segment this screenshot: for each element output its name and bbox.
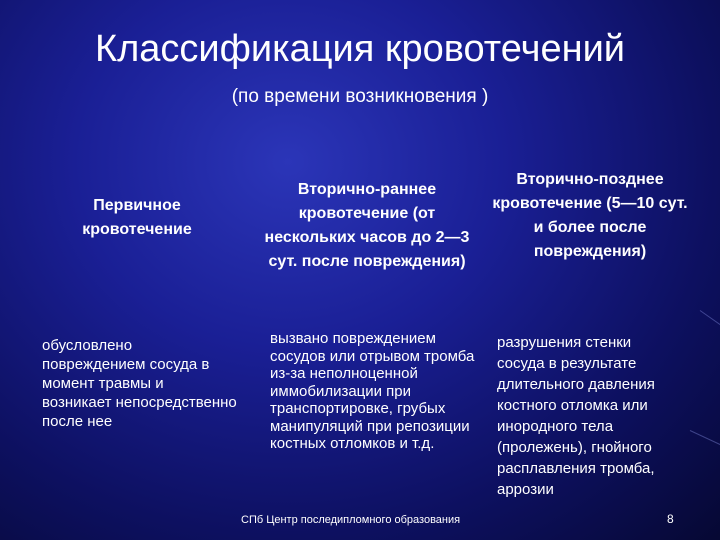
- page-number: 8: [667, 512, 674, 526]
- decorative-line: [700, 310, 720, 334]
- column-body-primary: обусловлено повреждением сосуда в момент травмы и возникает непосредственно после нее: [42, 337, 237, 430]
- slide-title: Классификация кровотечений: [94, 28, 626, 70]
- column-heading-primary: Первичное кровотечение: [82, 197, 192, 238]
- column-heading-secondary-late: Вторично-позднее кровотечение (5—10 сут. и более после повреждения): [492, 171, 688, 260]
- column-heading-secondary-early: Вторично-раннее кровотечение (от нескольких часов до 2—3 сут. после повреждения): [264, 181, 470, 270]
- footer-text: СПб Центр последипломного образования: [241, 514, 461, 526]
- slide-subtitle: (по времени возникновения ): [231, 86, 489, 107]
- column-body-secondary-late: разрушения стенки сосуда в результате длительного давления костного отломка или инородного тела (пролежень), гнойного расплавления тромба, аррозии: [497, 334, 655, 498]
- column-body-secondary-early: вызвано повреждением сосудов или отрывом тромба из-за неполноценной иммобилизации при транспортировке, грубых манипуляций при репозиции костных отломков и т.д.: [270, 330, 475, 452]
- decorative-line: [690, 430, 720, 452]
